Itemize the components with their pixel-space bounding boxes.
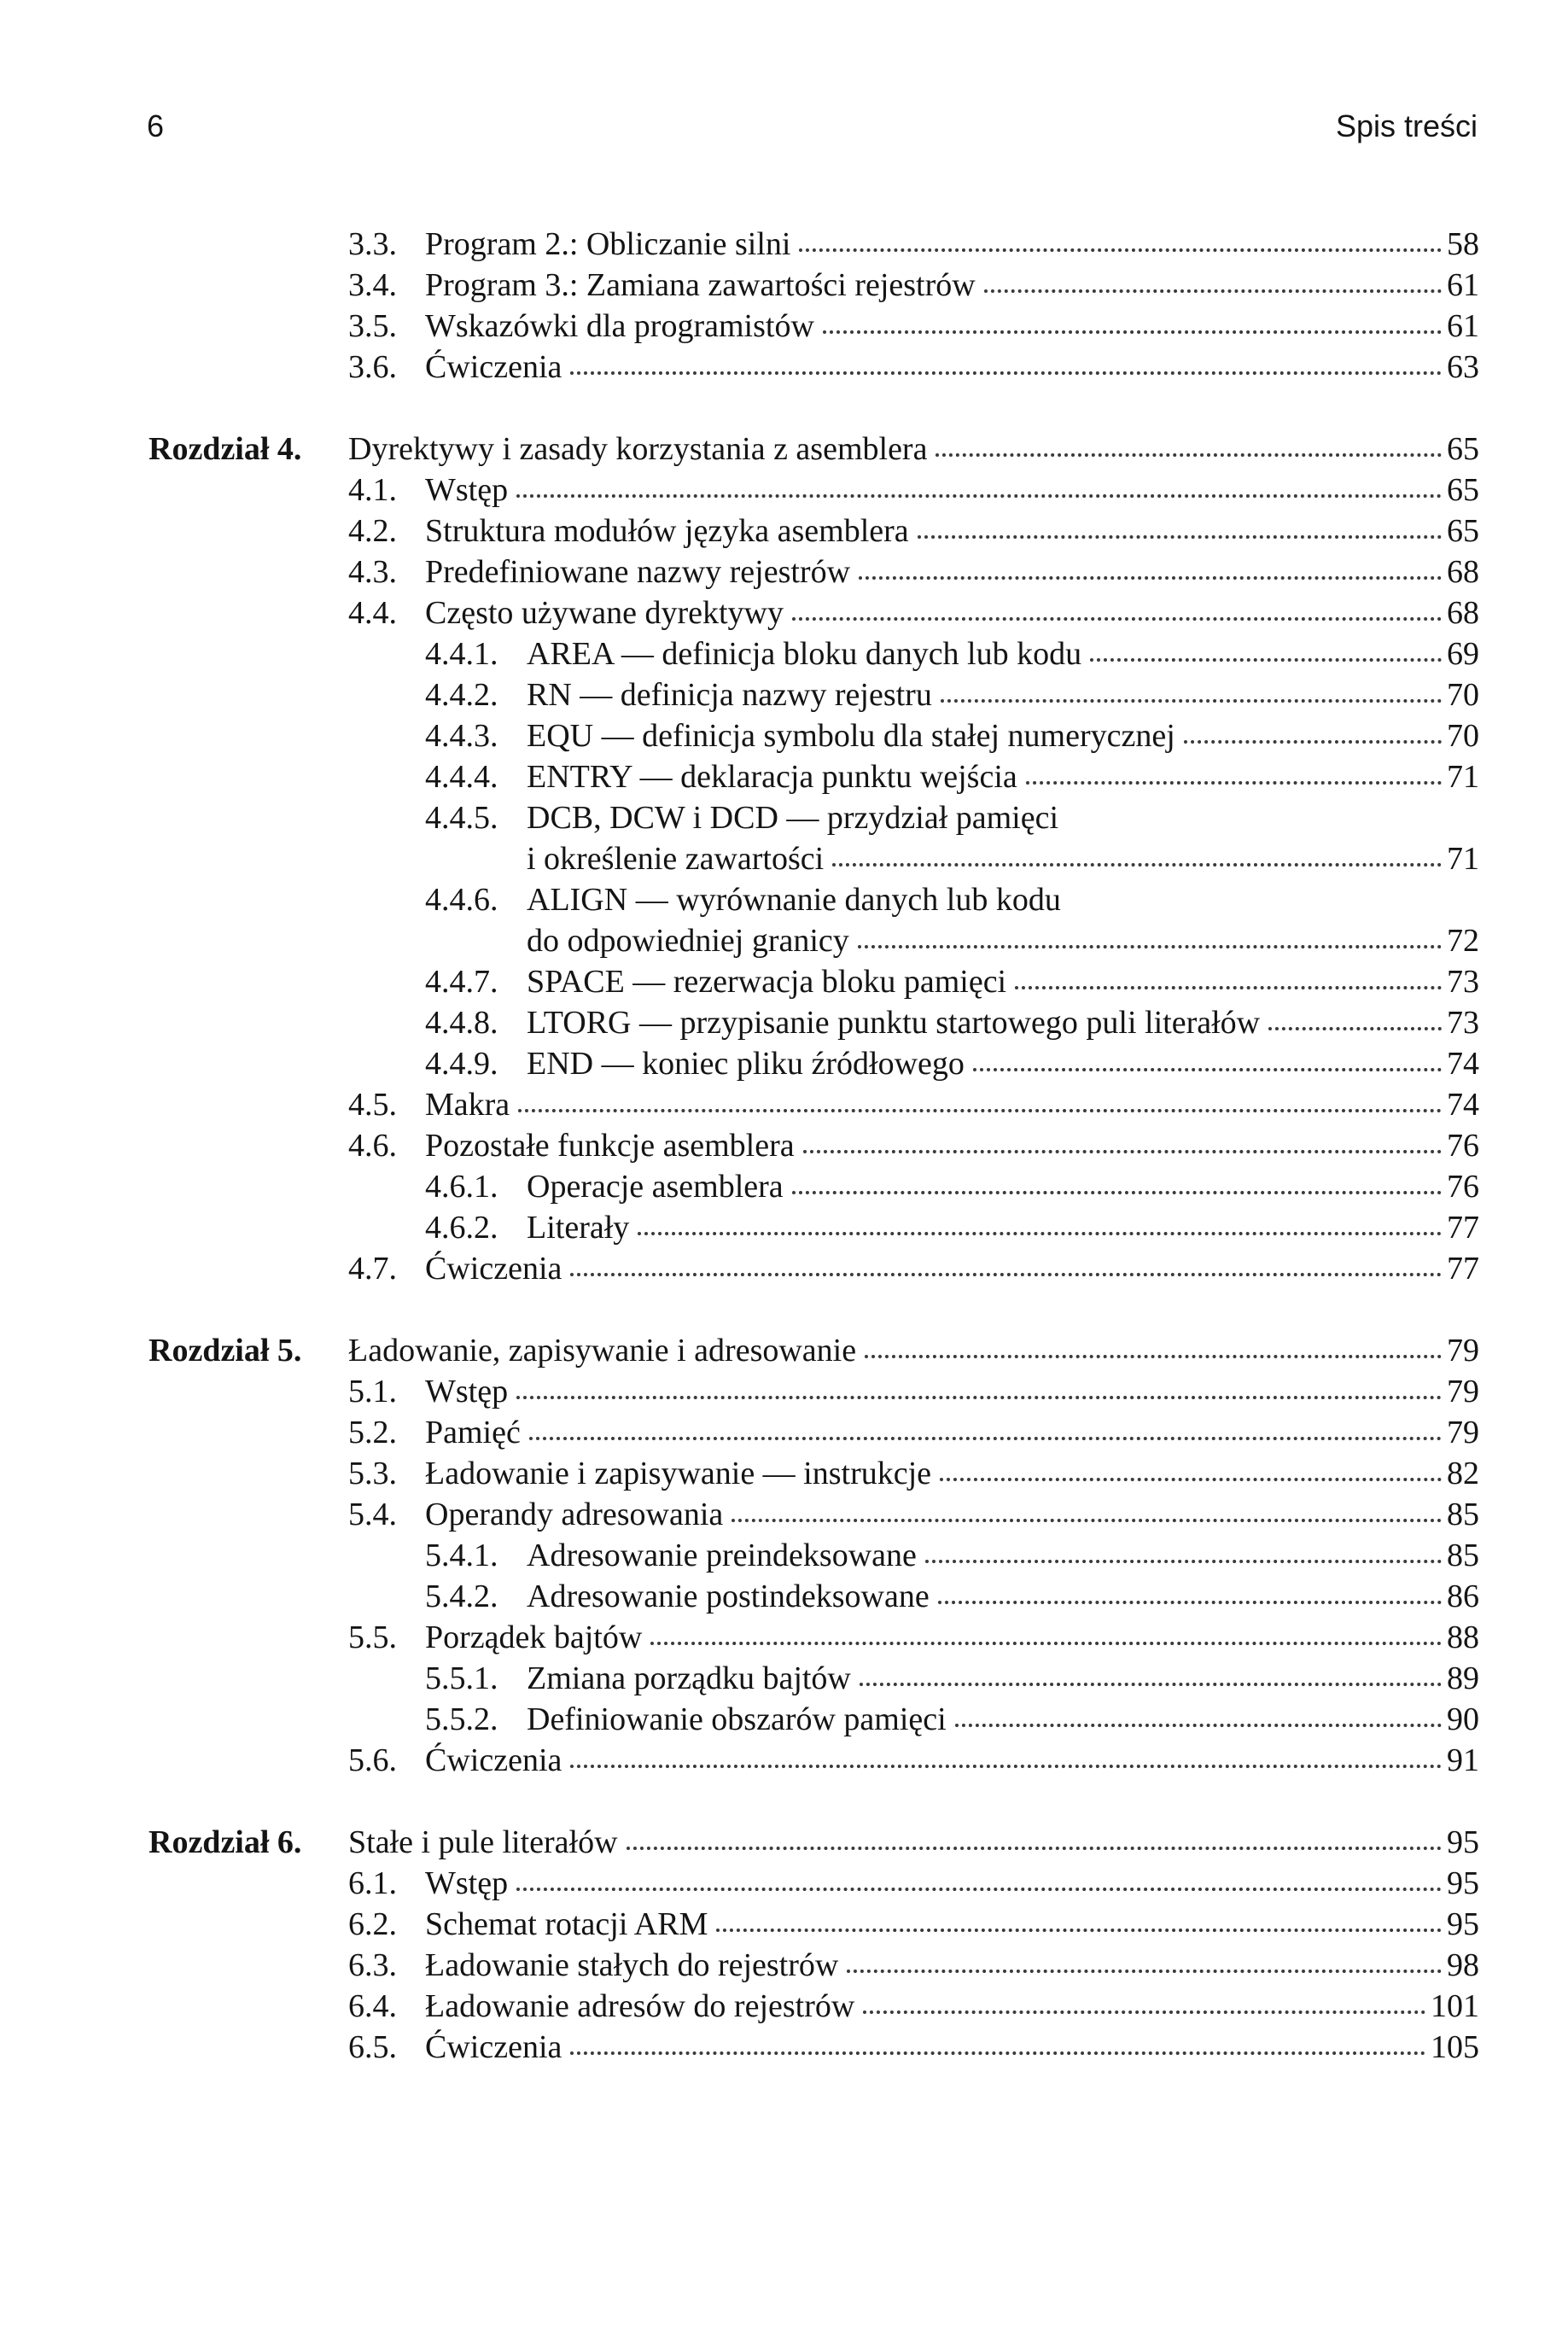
entry-page: 61 [1447,308,1479,344]
entry-title: Często używane dyrektywy [425,595,784,631]
entry-title-box [527,1043,1479,1084]
entry-page: 72 [1447,923,1479,959]
entry-line [425,1371,1479,1412]
entry-line [527,961,1479,1002]
entry-page: 95 [1447,1865,1479,1901]
entry-number: 4.3. [348,554,397,590]
entry-title: Wstęp [425,472,509,508]
entry-title-box [425,2027,1479,2068]
entry-number: 5.4.1. [425,1538,498,1573]
entry-page: 90 [1447,1701,1479,1737]
entry-number: 4.2. [348,513,397,549]
entry-title: RN — definicja nazwy rejestru [527,677,932,713]
entry-title: Ładowanie i zapisywanie — instrukcje [425,1456,932,1491]
toc-chapter [0,1822,1568,2068]
entry-page: 73 [1447,964,1479,1000]
entry-title: Struktura modułów języka asemblera [425,513,909,549]
dot-leader [859,576,1442,580]
entry-number: 5.3. [348,1456,397,1491]
entry-title-box [425,265,1479,306]
entry-line [425,592,1479,633]
entry-title: Stałe i pule literałów [348,1824,618,1860]
toc-entry[interactable] [0,1699,1568,1740]
entry-number: 5.6. [348,1742,397,1778]
entry-line [425,1617,1479,1658]
entry-title: Literały [527,1210,630,1246]
entry-title: Pozostałe funkcje asemblera [425,1128,795,1164]
entry-line [527,715,1479,756]
entry-title-box [425,1453,1479,1494]
entry-line [527,1002,1479,1043]
entry-title: Ćwiczenia [425,1742,562,1778]
entry-line [527,1207,1479,1248]
entry-page: 98 [1447,1947,1479,1983]
toc-entry[interactable] [0,1166,1568,1207]
toc-entry[interactable] [0,1084,1568,1125]
entry-line [425,1986,1479,2027]
entry-number: 4.4.1. [425,636,498,672]
entry-number: 5.5.2. [425,1701,498,1737]
entry-title: Ćwiczenia [425,2029,562,2065]
dot-leader [799,248,1442,252]
toc-entry[interactable] [0,429,1568,470]
entry-page: 95 [1447,1906,1479,1942]
entry-title-box [425,1494,1479,1535]
entry-page: 91 [1447,1742,1479,1778]
entry-title: Program 2.: Obliczanie silni [425,226,791,262]
entry-number: 6.4. [348,1988,397,2024]
entry-title: Wskazówki dla programistów [425,308,814,344]
dot-leader [938,1601,1442,1604]
dot-leader [865,1355,1442,1358]
toc-entry[interactable] [0,1371,1568,1412]
entry-page: 76 [1447,1128,1479,1164]
entry-title: Zmiana porządku bajtów [527,1660,851,1696]
entry-number: 4.4.5. [425,800,498,836]
dot-leader [1268,1027,1442,1030]
entry-line [425,470,1479,511]
entry-page: 61 [1447,267,1479,303]
dot-leader [1090,658,1442,662]
entry-page: 74 [1447,1046,1479,1082]
toc-entry[interactable] [0,1617,1568,1658]
entry-number: 4.7. [348,1251,397,1287]
toc-chapter [0,1330,1568,1781]
entry-line [425,306,1479,347]
entry-page: 76 [1447,1169,1479,1205]
entry-title: DCB, DCW i DCD — przydział pamięci [527,800,1059,836]
entry-title-box [425,1617,1479,1658]
dot-leader [1184,740,1442,744]
entry-line [527,756,1479,797]
toc-entry[interactable] [0,1453,1568,1494]
entry-number: 5.4.2. [425,1579,498,1614]
entry-title-box [527,1576,1479,1617]
dot-leader [638,1232,1442,1235]
entry-number: 5.5.1. [425,1660,498,1696]
entry-number: 5.4. [348,1497,397,1532]
dot-leader [941,699,1442,703]
dot-leader [925,1560,1442,1563]
entry-title-box [425,347,1479,388]
entry-title: Dyrektywy i zasady korzystania z asemblera [348,431,928,467]
toc-entry[interactable] [0,1822,1568,1863]
entry-number: 4.4. [348,595,397,631]
entry-page: 86 [1447,1579,1479,1614]
entry-page: 65 [1447,472,1479,508]
entry-line [425,2027,1479,2068]
entry-line [425,1412,1479,1453]
entry-title: Program 3.: Zamiana zawartości rejestrów [425,267,976,303]
entry-title-box [425,1125,1479,1166]
entry-page: 82 [1447,1456,1479,1491]
dot-leader [516,1396,1442,1399]
toc-chapter [0,224,1568,388]
entry-title: Ładowanie, zapisywanie i adresowanie [348,1333,857,1368]
dot-leader [792,1191,1442,1194]
entry-title-box [527,674,1479,715]
entry-title: Adresowanie postindeksowane [527,1579,930,1614]
entry-title: Ćwiczenia [425,349,562,385]
dot-leader [518,1109,1442,1112]
toc-entry[interactable] [0,756,1568,797]
entry-title-box [527,715,1479,756]
toc-entry[interactable] [0,1658,1568,1699]
entry-number: 6.3. [348,1947,397,1983]
toc-entry[interactable] [0,1863,1568,1904]
entry-number: 4.4.3. [425,718,498,754]
entry-title-box [425,1945,1479,1986]
entry-title: Ładowanie stałych do rejestrów [425,1947,839,1983]
toc-entry[interactable] [0,551,1568,592]
entry-title: Pamięć [425,1415,521,1450]
entry-page: 68 [1447,554,1479,590]
dot-leader [863,2010,1425,2014]
dot-leader [858,945,1442,948]
entry-line [348,429,1479,470]
dot-leader [516,1888,1442,1891]
entry-title: Operacje asemblera [527,1169,784,1205]
dot-leader [847,1970,1442,1973]
entry-title-box [527,1535,1479,1576]
entry-line [527,1699,1479,1740]
entry-line [527,633,1479,674]
toc-entry[interactable] [0,470,1568,511]
entry-line [425,1740,1479,1781]
entry-title-box [425,592,1479,633]
dot-leader [570,1765,1442,1768]
entry-number: 5.2. [348,1415,397,1450]
entry-page: 70 [1447,677,1479,713]
entry-title-box [348,429,1479,470]
entry-title-box [527,633,1479,674]
dot-leader [955,1724,1442,1727]
entry-line [425,224,1479,265]
entry-number: 4.4.6. [425,882,498,918]
entry-page: 79 [1447,1333,1479,1368]
entry-title: Definiowanie obszarów pamięci [527,1701,947,1737]
toc-entry[interactable] [0,1740,1568,1781]
entry-line [425,1084,1479,1125]
entry-page: 79 [1447,1415,1479,1450]
entry-page: 89 [1447,1660,1479,1696]
entry-line [527,920,1479,961]
toc-entry[interactable] [0,715,1568,756]
toc-entry[interactable] [0,224,1568,265]
entry-title: Wstęp [425,1374,509,1409]
toc-entry[interactable] [0,2027,1568,2068]
entry-line [527,1043,1479,1084]
entry-title-box [425,224,1479,265]
toc-entry[interactable] [0,674,1568,715]
entry-number: 6.2. [348,1906,397,1942]
entry-page: 88 [1447,1619,1479,1655]
entry-title: EQU — definicja symbolu dla stałej numerycznej [527,718,1175,754]
entry-page: 105 [1431,2029,1479,2065]
toc-entry[interactable] [0,306,1568,347]
entry-title: LTORG — przypisanie punktu startowego puli literałów [527,1005,1261,1041]
entry-title-box [527,961,1479,1002]
toc-entry[interactable] [0,1986,1568,2027]
dot-leader [918,535,1442,539]
entry-line [425,347,1479,388]
dot-leader [570,371,1442,375]
entry-title: Wstęp [425,1865,509,1901]
entry-title: Ładowanie adresów do rejestrów [425,1988,855,2024]
toc-entry[interactable] [0,265,1568,306]
entry-page: 79 [1447,1374,1479,1409]
entry-title-box [425,1740,1479,1781]
entry-title-box [527,879,1479,961]
entry-line [425,1904,1479,1945]
entry-page: 58 [1447,226,1479,262]
entry-number: 3.4. [348,267,397,303]
entry-title-box [527,797,1479,879]
entry-line [425,511,1479,551]
dot-leader [516,494,1442,498]
entry-title-box [425,1248,1479,1289]
toc-entry[interactable] [0,511,1568,551]
entry-number: 3.6. [348,349,397,385]
entry-title: Makra [425,1087,510,1123]
entry-line [425,1945,1479,1986]
entry-title-box [425,1863,1479,1904]
entry-title-box [425,1986,1479,2027]
chapter-label: Rozdział 5. [149,1333,302,1368]
entry-title-box [425,511,1479,551]
entry-title-box [527,756,1479,797]
dot-leader [627,1847,1442,1850]
entry-title: END — koniec pliku źródłowego [527,1046,965,1082]
dot-leader [832,863,1442,867]
dot-leader [529,1437,1442,1440]
entry-number: 6.5. [348,2029,397,2065]
entry-number: 4.1. [348,472,397,508]
entry-title: Ćwiczenia [425,1251,562,1287]
entry-title-box [527,1002,1479,1043]
entry-page: 63 [1447,349,1479,385]
entry-title-box [425,306,1479,347]
toc-entry[interactable] [0,1330,1568,1371]
dot-leader [792,617,1442,621]
entry-line [527,674,1479,715]
running-head: Spis treści [1335,108,1478,143]
entry-line [527,838,1479,879]
entry-page: 71 [1447,759,1479,795]
entry-page: 68 [1447,595,1479,631]
entry-page: 74 [1447,1087,1479,1123]
dot-leader [650,1642,1442,1645]
dot-leader [1015,986,1442,989]
toc-entry[interactable] [0,961,1568,1002]
toc-entry[interactable] [0,1945,1568,1986]
entry-title-box [348,1330,1479,1371]
entry-page: 65 [1447,431,1479,467]
entry-title-box [527,1166,1479,1207]
entry-title-box [425,470,1479,511]
entry-title-continued: do odpowiedniej granicy [527,923,849,959]
entry-title-box [425,1371,1479,1412]
entry-line [348,1822,1479,1863]
entry-title-box [425,1084,1479,1125]
entry-number: 5.5. [348,1619,397,1655]
toc-entry[interactable] [0,633,1568,674]
entry-title: SPACE — rezerwacja bloku pamięci [527,964,1007,1000]
toc-entry[interactable] [0,1412,1568,1453]
dot-leader [823,330,1442,334]
toc-chapter [0,429,1568,1289]
dot-leader [716,1929,1442,1932]
entry-line [425,1125,1479,1166]
toc-entry[interactable] [0,1248,1568,1289]
toc-entry[interactable] [0,1576,1568,1617]
entry-line [425,1863,1479,1904]
entry-number: 4.6.2. [425,1210,498,1246]
entry-number: 4.4.8. [425,1005,498,1041]
entry-page: 69 [1447,636,1479,672]
entry-title-box [527,1699,1479,1740]
entry-number: 4.4.7. [425,964,498,1000]
entry-title: Operandy adresowania [425,1497,724,1532]
entry-title: ENTRY — deklaracja punktu wejścia [527,759,1017,795]
toc-entry[interactable] [0,1002,1568,1043]
entry-line [527,1576,1479,1617]
dot-leader [936,453,1442,457]
chapter-label: Rozdział 4. [149,431,302,467]
dot-leader [940,1478,1442,1481]
entry-number: 4.5. [348,1087,397,1123]
dot-leader [973,1068,1442,1071]
toc-entry[interactable] [0,1904,1568,1945]
entry-page: 77 [1447,1251,1479,1287]
toc-entry[interactable] [0,1207,1568,1248]
entry-page: 70 [1447,718,1479,754]
entry-title-box [527,1207,1479,1248]
chapter-label: Rozdział 6. [149,1824,302,1860]
table-of-contents [0,224,1568,2068]
entry-line [348,1330,1479,1371]
entry-number: 3.5. [348,308,397,344]
page-number: 6 [147,108,165,143]
entry-page: 85 [1447,1538,1479,1573]
toc-entry[interactable] [0,347,1568,388]
entry-title-box [348,1822,1479,1863]
entry-title-continued: i określenie zawartości [527,841,825,877]
dot-leader [984,289,1442,293]
entry-title: Adresowanie preindeksowane [527,1538,917,1573]
dot-leader [570,2051,1425,2055]
entry-title-box [425,551,1479,592]
toc-entry[interactable] [0,1535,1568,1576]
entry-line [527,1166,1479,1207]
entry-page: 85 [1447,1497,1479,1532]
entry-number: 3.3. [348,226,397,262]
entry-page: 71 [1447,841,1479,877]
entry-number: 4.6.1. [425,1169,498,1205]
toc-entry[interactable] [0,592,1568,633]
entry-number: 6.1. [348,1865,397,1901]
entry-title-box [527,1658,1479,1699]
entry-number: 4.4.2. [425,677,498,713]
entry-line [527,1658,1479,1699]
entry-line [527,1535,1479,1576]
toc-entry[interactable] [0,1494,1568,1535]
entry-page: 65 [1447,513,1479,549]
entry-number: 4.4.4. [425,759,498,795]
toc-entry[interactable] [0,797,1568,879]
entry-line [425,1494,1479,1535]
entry-title-box [425,1904,1479,1945]
entry-page: 77 [1447,1210,1479,1246]
entry-page: 95 [1447,1824,1479,1860]
entry-line [425,265,1479,306]
entry-page: 101 [1431,1988,1479,2024]
entry-title: AREA — definicja bloku danych lub kodu [527,636,1082,672]
entry-number: 4.4.9. [425,1046,498,1082]
entry-title-box [425,1412,1479,1453]
entry-title: Predefiniowane nazwy rejestrów [425,554,851,590]
dot-leader [1026,781,1442,785]
dot-leader [860,1683,1442,1686]
entry-page: 73 [1447,1005,1479,1041]
entry-number: 5.1. [348,1374,397,1409]
entry-line [425,1248,1479,1289]
entry-title: Porządek bajtów [425,1619,643,1655]
dot-leader [732,1519,1442,1522]
entry-title: ALIGN — wyrównanie danych lub kodu [527,882,1061,918]
entry-title: Schemat rotacji ARM [425,1906,708,1942]
toc-entry[interactable] [0,879,1568,961]
entry-line [425,551,1479,592]
toc-entry[interactable] [0,1125,1568,1166]
entry-line [425,1453,1479,1494]
dot-leader [803,1150,1442,1153]
dot-leader [570,1273,1442,1276]
toc-entry[interactable] [0,1043,1568,1084]
entry-number: 4.6. [348,1128,397,1164]
